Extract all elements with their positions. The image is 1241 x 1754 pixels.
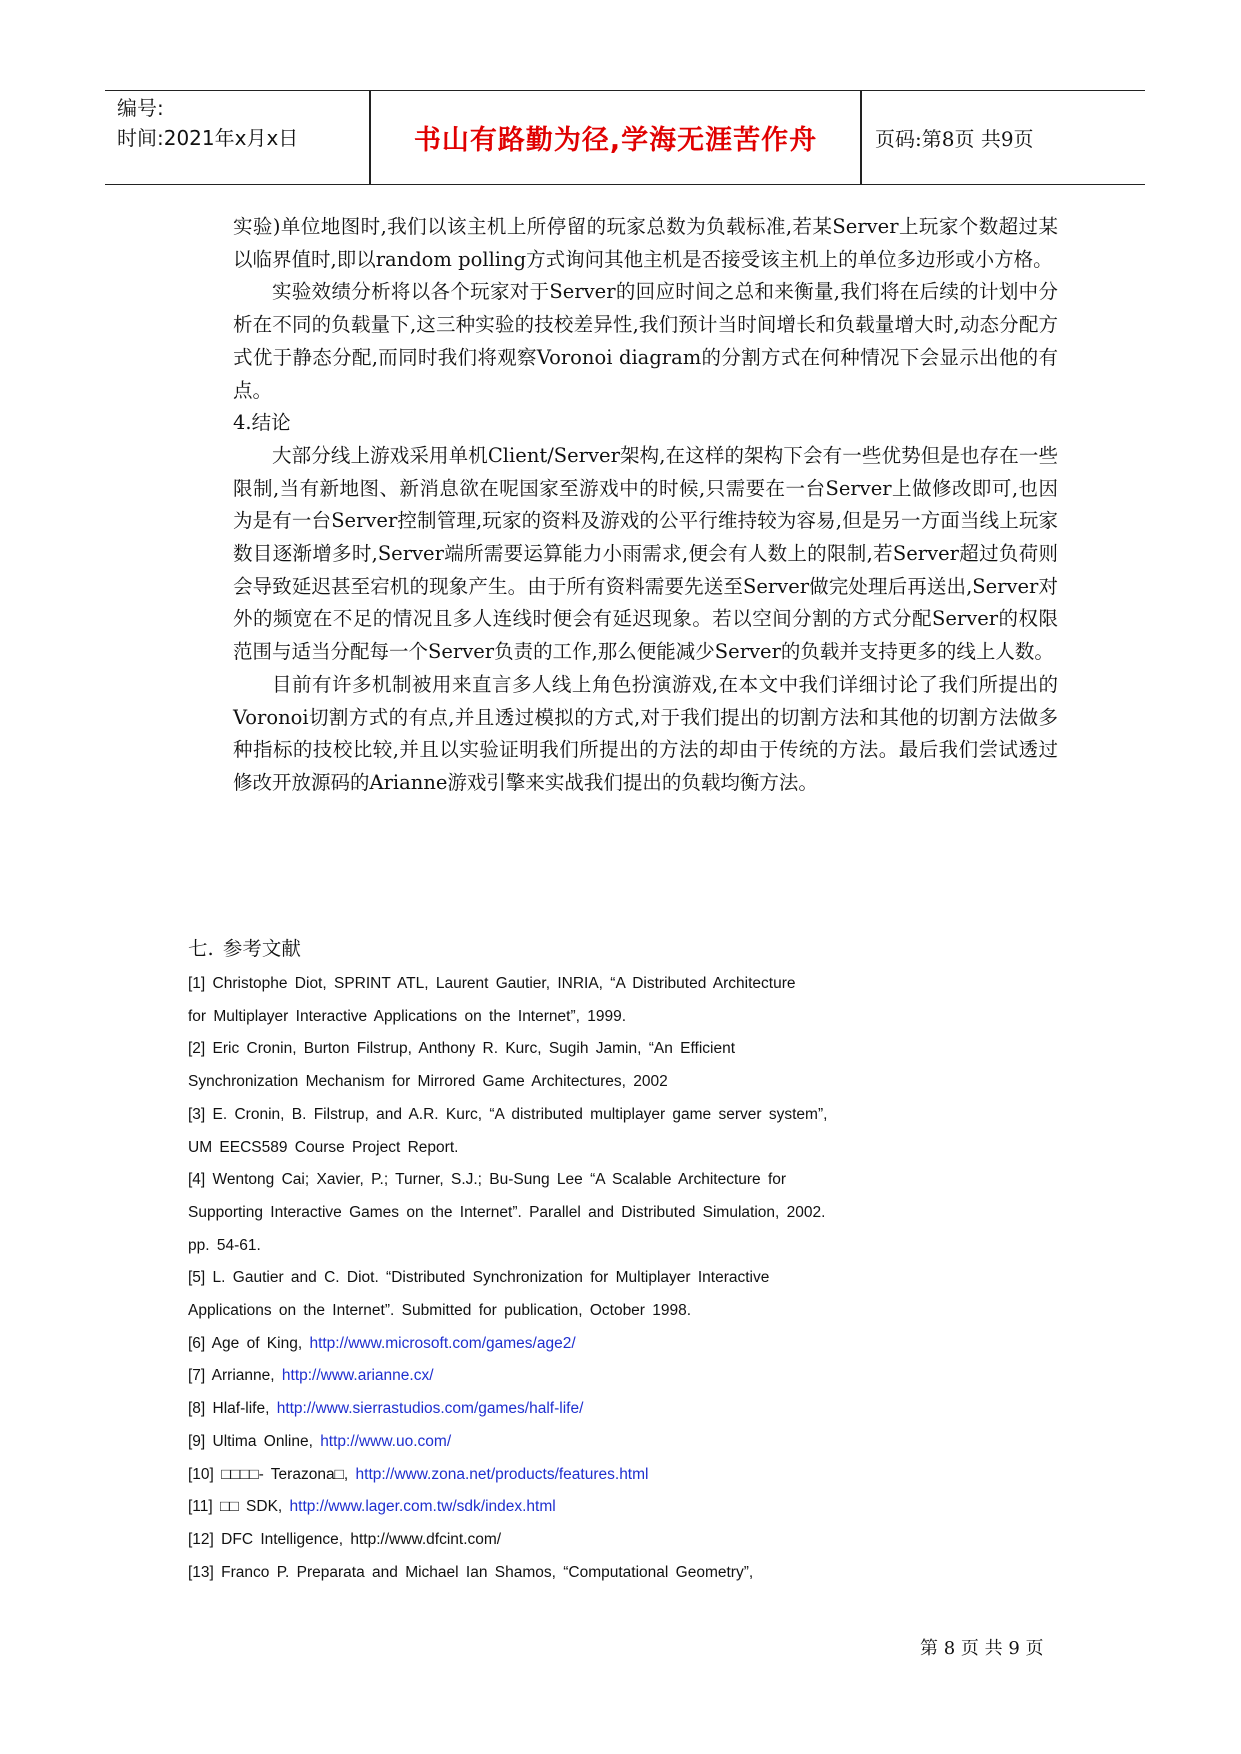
reference-line	[188, 1066, 1008, 1099]
reference-text: [7] Arrianne,	[188, 1367, 282, 1385]
reference-line	[188, 1197, 1008, 1230]
reference-text: [4] Wentong Cai; Xavier, P.; Turner, S.J.; Bu-Sung Lee “A Scalable Architecture for	[188, 1171, 787, 1189]
section-heading: 4.结论	[233, 411, 291, 435]
reference-line	[188, 1524, 1008, 1557]
reference-line	[188, 1230, 1008, 1263]
references-list	[188, 968, 1008, 1589]
reference-text: [10] □□□□- Terazona□,	[188, 1465, 356, 1483]
reference-link[interactable]: http://www.sierrastudios.com/games/half-life/	[276, 1400, 584, 1418]
page-header	[105, 90, 1145, 185]
header-divider	[860, 91, 862, 184]
reference-line	[188, 1132, 1008, 1165]
reference-text: [8] Hlaf-life,	[188, 1400, 277, 1418]
reference-line	[188, 1099, 1008, 1132]
reference-link[interactable]: http://www.lager.com.tw/sdk/index.html	[289, 1498, 556, 1516]
reference-text: pp. 54-61.	[188, 1236, 261, 1254]
reference-line	[188, 968, 1008, 1001]
reference-line	[188, 1393, 1008, 1426]
reference-line	[188, 1459, 1008, 1492]
header-number-label: 编号:	[117, 96, 164, 120]
reference-text: [1] Christophe Diot, SPRINT ATL, Laurent Gautier, INRIA, “A Distributed Architecture	[188, 975, 796, 992]
paragraph: 实验效绩分析将以各个玩家对于Server的回应时间之总和来衡量,我们将在后续的计划中分析在不同的负载量下,这三种实验的技校差异性,我们预计当时间增长和负载量增大时,动态分配方式优于静态分配,而同时我们将观察Voronoi diagram的分割方式在何种情况下会显示出他的有点。	[233, 280, 1058, 402]
reference-line	[188, 1164, 1008, 1197]
body-text	[233, 211, 1058, 800]
reference-line	[188, 1295, 1008, 1328]
paragraph: 大部分线上游戏采用单机Client/Server架构,在这样的架构下会有一些优势但是也存在一些限制,当有新地图、新消息欲在呢国家至游戏中的时候,只需要在一台Server上做修改即可,也因为是有一台Server控制管理,玩家的资料及游戏的公平行维持较为容易,但是另一方面当线上玩家数目逐渐增多时,Server端所需要运算能力小雨需求,便会有人数上的限制,若Server超过负荷则会导致延迟甚至宕机的现象产生。由于所有资料需要先送至Server做完处理后再送出,Server对外的频宽在不足的情况且多人连线时便会有延迟现象。若以空间分割的方式分配Server的权限范围与适当分配每一个Server负责的工作,那么便能减少Server的负载并支持更多的线上人数。	[233, 443, 1058, 664]
reference-text: [13] Franco P. Preparata and Michael Ian Shamos, “Computational Geometry”,	[188, 1563, 754, 1581]
paragraph: 实验)单位地图时,我们以该主机上所停留的玩家总数为负载标准,若某Server上玩家个数超过某以临界值时,即以random polling方式询问其他主机是否接受该主机上的单位多边形或小方格。	[233, 215, 1058, 271]
header-page-info: 页码:第8页 共9页	[875, 127, 1034, 151]
reference-link[interactable]: http://www.microsoft.com/games/age2/	[309, 1334, 576, 1352]
reference-link[interactable]: http://www.uo.com/	[320, 1432, 452, 1450]
reference-text: [2] Eric Cronin, Burton Filstrup, Anthony R. Kurc, Sugih Jamin, “An Efficient	[188, 1040, 736, 1058]
reference-text: [5] L. Gautier and C. Diot. “Distributed Synchronization for Multiplayer Interactive	[188, 1269, 770, 1287]
reference-text: Supporting Interactive Games on the Internet”. Parallel and Distributed Simulation, 2002.	[188, 1203, 826, 1221]
references-title: 七. 参考文献	[188, 937, 301, 960]
references-section	[188, 932, 1008, 1589]
reference-text: [3] E. Cronin, B. Filstrup, and A.R. Kurc, “A distributed multiplayer game server system”,	[188, 1105, 828, 1123]
reference-line	[188, 1001, 1008, 1034]
reference-line	[188, 1426, 1008, 1459]
paragraph: 目前有许多机制被用来直言多人线上角色扮演游戏,在本文中我们详细讨论了我们所提出的Voronoi切割方式的有点,并且透过模拟的方式,对于我们提出的切割方法和其他的切割方法做多种指标的技校比较,并且以实验证明我们所提出的方法的却由于传统的方法。最后我们尝试透过修改开放源码的Arianne游戏引擎来实战我们提出的负载均衡方法。	[233, 672, 1058, 794]
reference-text: [12] DFC Intelligence, http://www.dfcint.com/	[188, 1530, 502, 1548]
header-time-label: 时间:2021年x月x日	[117, 126, 299, 150]
reference-link[interactable]: http://www.zona.net/products/features.html	[355, 1465, 649, 1483]
header-motto: 书山有路勤为径,学海无涯苦作舟	[413, 125, 818, 156]
header-meta	[117, 93, 298, 153]
reference-text: [11] □□ SDK,	[188, 1498, 290, 1516]
reference-text: Applications on the Internet”. Submitted for publication, October 1998.	[188, 1302, 692, 1320]
reference-text: [9] Ultima Online,	[188, 1432, 321, 1450]
reference-line	[188, 1328, 1008, 1361]
page-footer: 第 8 页 共 9 页	[920, 1638, 1044, 1659]
reference-line	[188, 1491, 1008, 1524]
reference-line	[188, 1033, 1008, 1066]
reference-text: [6] Age of King,	[188, 1334, 310, 1352]
reference-text: Synchronization Mechanism for Mirrored Game Architectures, 2002	[188, 1073, 668, 1091]
reference-link[interactable]: http://www.arianne.cx/	[281, 1367, 434, 1385]
reference-text: for Multiplayer Interactive Applications on the Internet”, 1999.	[188, 1007, 627, 1025]
reference-line	[188, 1262, 1008, 1295]
reference-text: UM EECS589 Course Project Report.	[188, 1138, 459, 1156]
reference-line	[188, 1557, 1008, 1590]
reference-line	[188, 1360, 1008, 1393]
